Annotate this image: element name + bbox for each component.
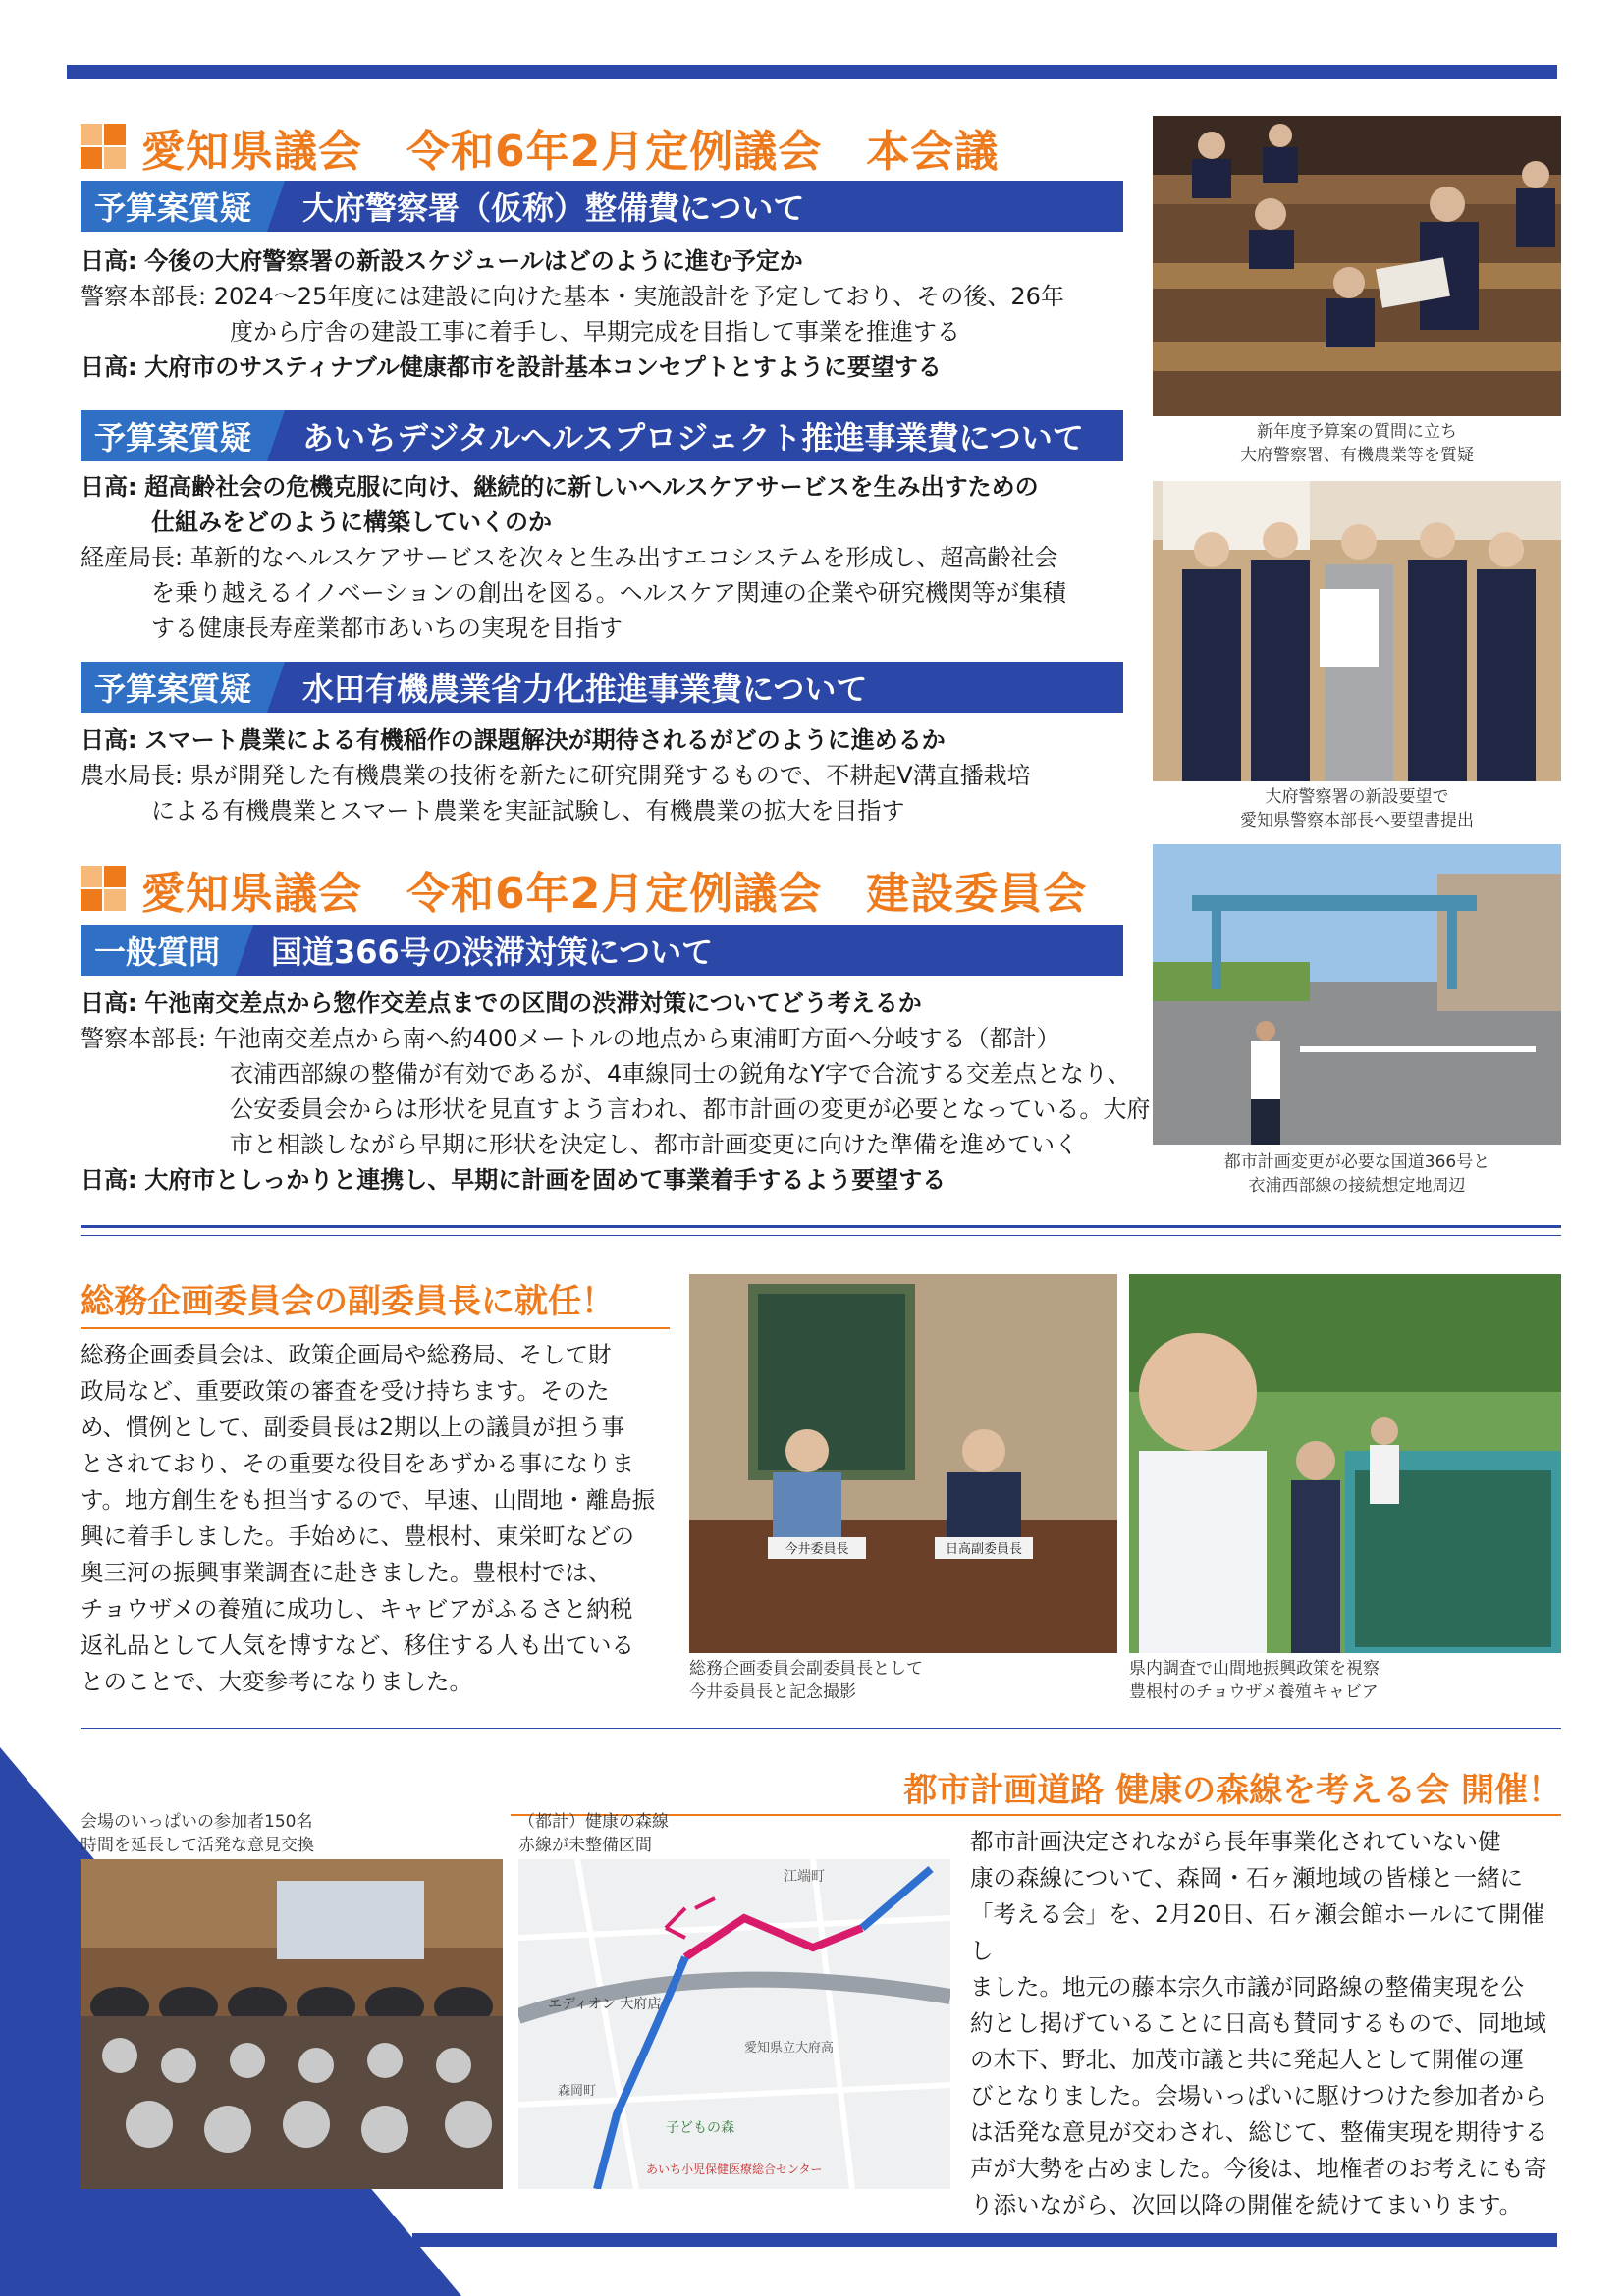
- item2-title: あいちデジタルヘルスプロジェクト推進事業費について: [302, 419, 1084, 456]
- photo1-caption: 新年度予算案の質問に立ち 大府警察署、有機農業等を質疑: [1240, 422, 1474, 465]
- road-photo: [1153, 844, 1561, 1145]
- section1-heading: [81, 116, 999, 179]
- petition-photo: [1153, 481, 1561, 781]
- section-divider-thin: [81, 1235, 1561, 1236]
- item1-qa: [81, 243, 1123, 385]
- assembly-photo: [1153, 116, 1561, 416]
- section-divider-2: [81, 1728, 1561, 1729]
- photo4-caption: 総務企画委員会副委員長として 今井委員長と記念撮影: [689, 1659, 923, 1702]
- qa-line: 日高: スマート農業による有機稲作の課題解決が期待されるがどのように進めるか: [81, 726, 946, 754]
- item3-title: 水田有機農業省力化推進事業費について: [302, 670, 868, 708]
- sturgeon-farm-photo: [1129, 1274, 1561, 1653]
- route-map: [518, 1859, 950, 2189]
- item4-qa: [81, 986, 1151, 1198]
- photo5-caption: 県内調査で山間地振興政策を視察 豊根村のチョウザメ養殖キャビア: [1129, 1659, 1380, 1702]
- soumu-underline: [81, 1327, 670, 1329]
- qa-line: 日高: 大府市としっかりと連携し、早期に計画を固めて事業着手するよう要望する: [81, 1166, 947, 1194]
- photo6-caption: 会場のいっぱいの参加者150名 時間を延長して活発な意見交換: [81, 1812, 314, 1855]
- qa-line: 農水局長: 県が開発した有機農業の技術を新たに研究開発するもので、不耕起V溝直播栽培: [81, 762, 1031, 789]
- top-accent-bar: [67, 65, 1557, 79]
- bottom-accent-bar: [412, 2233, 1557, 2247]
- nameplate-right: 日高副委員長: [945, 1542, 1023, 1557]
- item4-title: 国道366号の渋滞対策について: [271, 934, 714, 971]
- section-divider-top: [81, 1225, 1561, 1228]
- qa-line: 警察本部長: 2024～25年度には建設に向けた基本・実施設計を予定しており、その後、26年: [81, 283, 1064, 310]
- photo3-caption: 都市計画変更が必要な国道366号と 衣浦西部線の接続想定地周辺: [1223, 1152, 1490, 1196]
- qa-line: 警察本部長: 午池南交差点から南へ約400メートルの地点から東浦町方面へ分岐する（都計）: [81, 1025, 1060, 1052]
- orange-squares-icon: [81, 124, 128, 171]
- qa-line: する健康長寿産業都市あいちの実現を目指す: [151, 614, 623, 642]
- qa-line: 市と相談しながら早期に形状を決定し、都市計画変更に向けた準備を進めていく: [230, 1131, 1078, 1158]
- soumu-heading: 総務企画委員会の副委員長に就任！: [81, 1282, 615, 1321]
- map-label: 愛知県立大府高: [744, 2041, 835, 2056]
- toshi-body: 都市計画決定されながら長年事業化されていない健 康の森線について、森岡・石ヶ瀬地域の皆様と一緒に 「考える会」を、2月20日、石ヶ瀬会館ホールにて開催し ました。地元の藤本宗久市議が同路線の整備実現を公 約とし掲げていることに日高も賛同するもので、同地域 の木下、野北、加茂市議と共に発起人として開催の運 びとなりました。会場いっぱいに駆けつけた参加者から は活発な意見が交わされ、総じて、整備実現を期待する 声が大勢を占めました。今後は、地権者のお考えにも寄 り添いながら、次回以降の開催を続けてまいります。: [970, 1828, 1548, 2218]
- qa-line: 日高: 大府市のサスティナブル健康都市を設計基本コンセプトとすように要望する: [81, 353, 942, 381]
- toshi-heading: 都市計画道路 健康の森線を考える会 開催！: [903, 1771, 1561, 1810]
- item3-category: 予算案質疑: [81, 662, 267, 713]
- qa-line: 衣浦西部線の整備が有効であるが、4車線同士の鋭角なY字で合流する交差点となり、: [230, 1060, 1131, 1088]
- qa-line: 公安委員会からは形状を見直すよう言われ、都市計画の変更が必要となっている。大府: [230, 1095, 1151, 1123]
- item1-category: 予算案質疑: [81, 181, 267, 232]
- qa-line: による有機農業とスマート農業を実証試験し、有機農業の拡大を目指す: [151, 797, 905, 825]
- map-label: 子どもの森: [666, 2120, 734, 2136]
- committee-photo: [689, 1274, 1117, 1653]
- meeting-hall-photo: [81, 1859, 503, 2189]
- item4-category: 一般質問: [81, 925, 236, 976]
- section2-title: 愛知県議会 令和6年2月定例議会 建設委員会: [141, 869, 1088, 919]
- qa-line: 日高: 午池南交差点から惣作交差点までの区間の渋滞対策についてどう考えるか: [81, 989, 922, 1017]
- item1-title: 大府警察署（仮称）整備費について: [302, 189, 805, 227]
- item2-category: 予算案質疑: [81, 410, 267, 461]
- soumu-body: 総務企画委員会は、政策企画局や総務局、そして財 政局など、重要政策の審査を受け持ちます。そのた め、慣例として、副委員長は2期以上の議員が担う事 とされており、その重要な役目をあずかる事になりま す。地方創生をも担当するので、早速、山間地・離島振 興に着手しました。手始めに、豊根村、東栄町などの 奥三河の振興事業調査に赴きました。豊根村では、 チョウザメの養殖に成功し、キャビアがふるさと納税 返礼品として人気を博すなど、移住する人も出ている とのことで、大変参考になりました。: [81, 1341, 656, 1695]
- map-label: エディオン 大府店: [548, 1997, 662, 2012]
- qa-line: 日高: 今後の大府警察署の新設スケジュールはどのように進む予定か: [81, 247, 803, 275]
- item3-qa: [81, 722, 1123, 828]
- section1-title: 愛知県議会 令和6年2月定例議会 本会議: [141, 127, 1000, 177]
- item4-header: [81, 925, 1123, 976]
- section2-heading: [81, 858, 1087, 921]
- nameplate-left: 今井委員長: [785, 1542, 849, 1557]
- item3-header: [81, 662, 1123, 713]
- map-label: 江端町: [784, 1869, 825, 1885]
- photo2-caption: 大府警察署の新設要望で 愛知県警察本部長へ要望書提出: [1240, 787, 1474, 830]
- qa-line: 仕組みをどのように構築していくのか: [151, 508, 552, 536]
- map-label: 森岡町: [558, 2084, 597, 2099]
- item2-header: [81, 410, 1123, 461]
- qa-line: 度から庁舎の建設工事に着手し、早期完成を目指して事業を推進する: [230, 318, 960, 346]
- qa-line: 日高: 超高齢社会の危機克服に向け、継続的に新しいヘルスケアサービスを生み出すための: [81, 473, 1039, 501]
- map-label: あいち小児保健医療総合センター: [646, 2163, 823, 2176]
- orange-squares-icon: [81, 866, 128, 913]
- item2-qa: [81, 469, 1123, 646]
- qa-line: を乗り越えるイノベーションの創出を図る。ヘルスケア関連の企業や研究機関等が集積: [151, 579, 1066, 607]
- qa-line: 経産局長: 革新的なヘルスケアサービスを次々と生み出すエコシステムを形成し、超高齢社会: [81, 544, 1058, 571]
- item1-header: [81, 181, 1123, 232]
- map-caption: （都計）健康の森線 赤線が未整備区間: [518, 1812, 669, 1855]
